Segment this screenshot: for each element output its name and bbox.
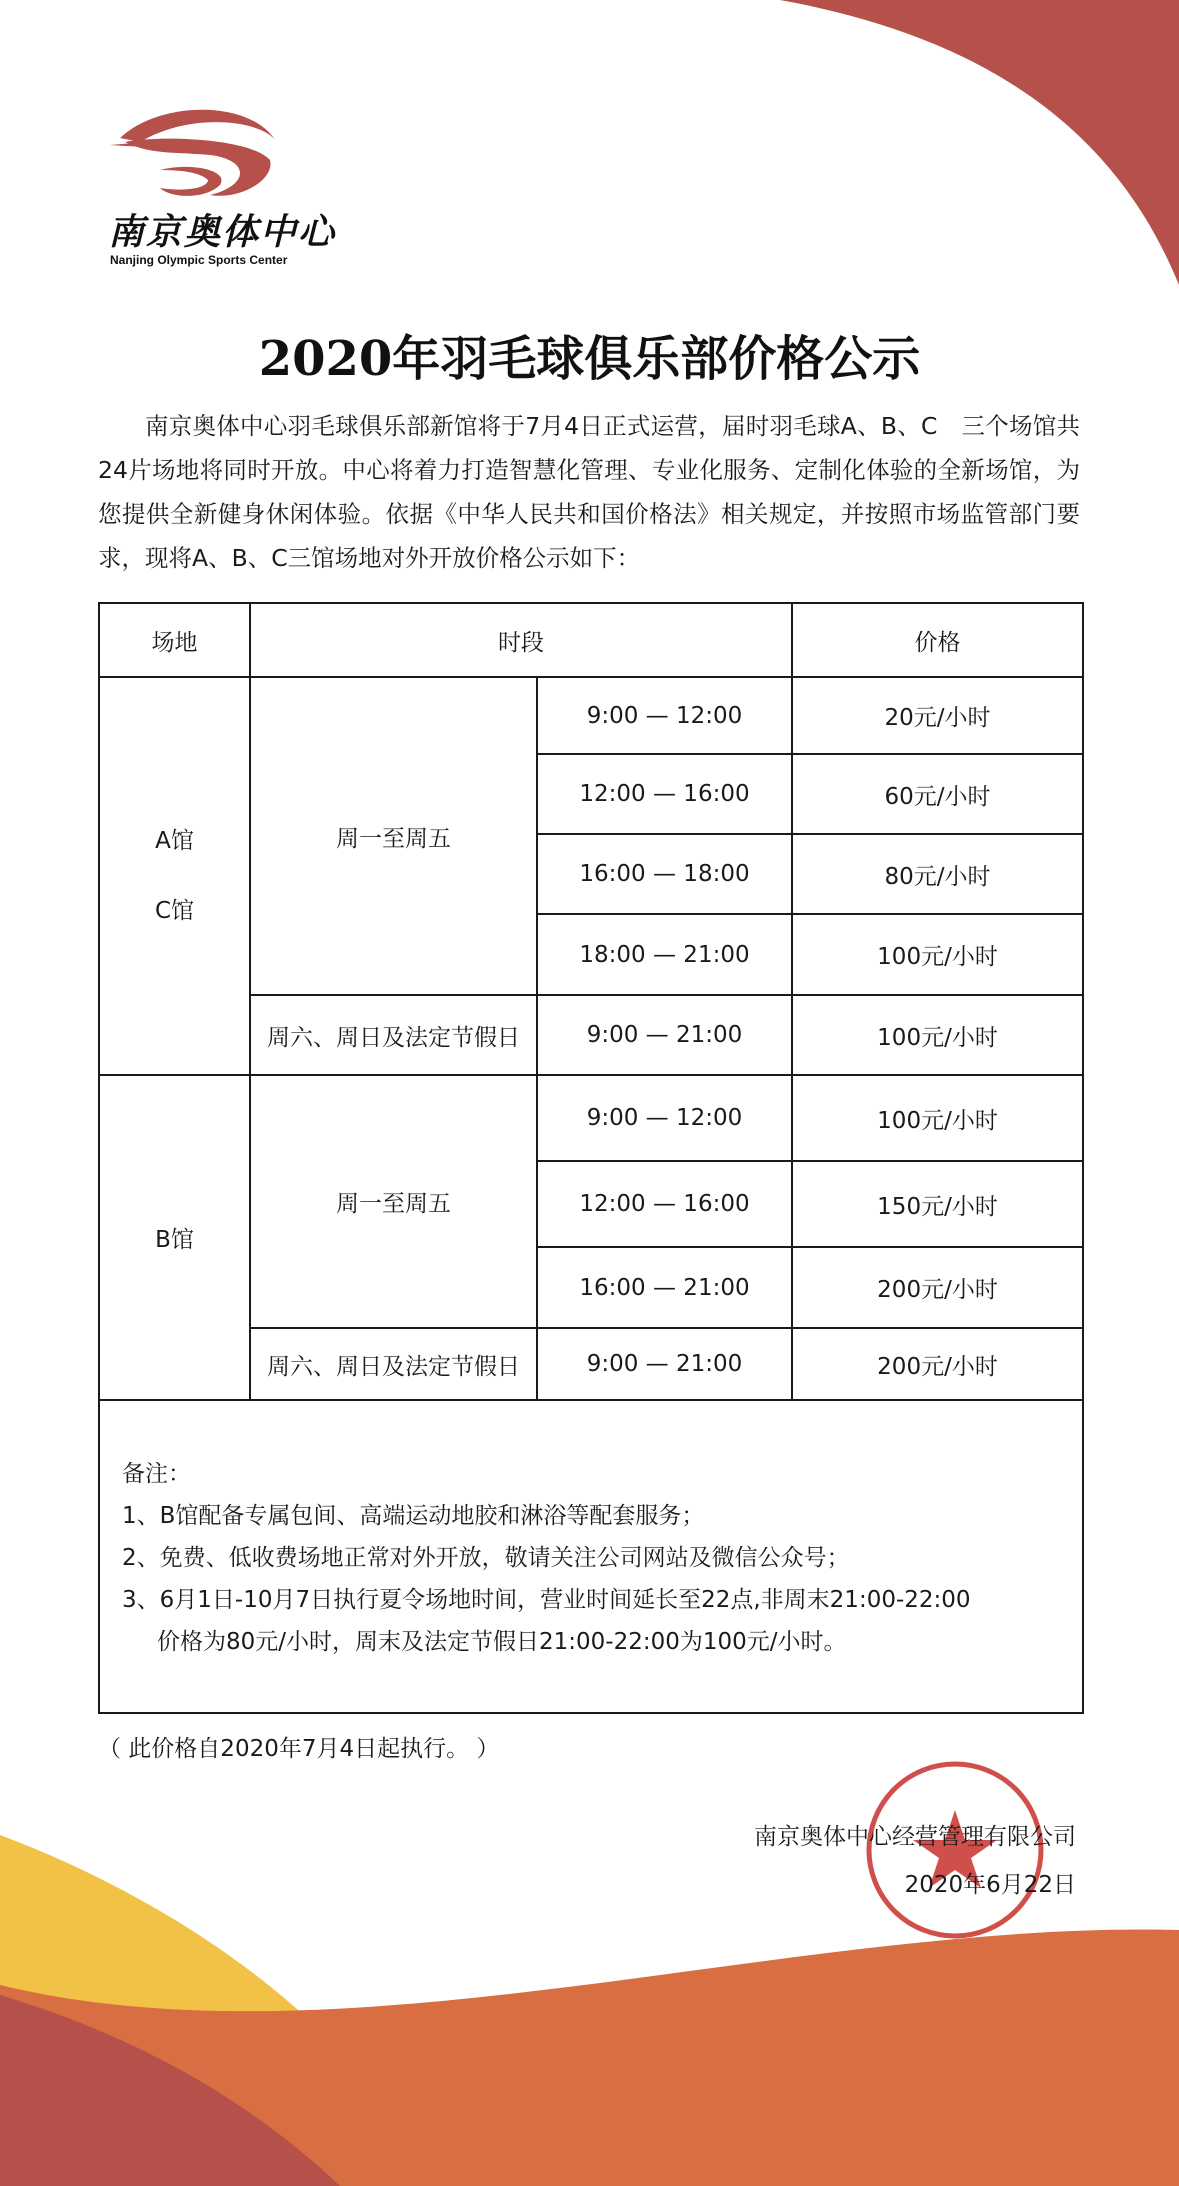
- time-cell: 9:00 — 12:00: [537, 1075, 792, 1161]
- time-cell: 18:00 — 21:00: [537, 914, 792, 995]
- price-cell: 100元/小时: [792, 995, 1083, 1075]
- page-title: 2020年羽毛球俱乐部价格公示: [258, 331, 921, 387]
- note-item-3: 3、6月1日-10月7日执行夏令场地时间，营业时间延长至22点,非周末21:00-22:00: [122, 1587, 971, 1613]
- ac-weekend-label: 周六、周日及法定节假日: [250, 995, 537, 1075]
- time-cell: 9:00 — 12:00: [537, 677, 792, 754]
- header-venue: 场地: [99, 603, 250, 677]
- time-cell: 16:00 — 18:00: [537, 834, 792, 914]
- notes-cell: [99, 1400, 1083, 1713]
- time-cell: 9:00 — 21:00: [537, 995, 792, 1075]
- logo-english-name: Nanjing Olympic Sports Center: [110, 253, 288, 267]
- header-price: 价格: [792, 603, 1083, 677]
- top-right-swoosh: [780, 0, 1179, 285]
- price-cell: 80元/小时: [792, 834, 1083, 914]
- logo-chinese-name: 南京奥体中心: [108, 211, 337, 253]
- price-cell: 150元/小时: [792, 1161, 1083, 1247]
- price-cell: 200元/小时: [792, 1247, 1083, 1328]
- price-table: [98, 602, 1084, 1714]
- header-period: 时段: [250, 603, 792, 677]
- time-cell: 12:00 — 16:00: [537, 1161, 792, 1247]
- table-header-row: [99, 603, 1083, 677]
- venue-b-cell: B馆: [99, 1075, 250, 1400]
- venue-a-label: A馆: [155, 828, 194, 854]
- intro-paragraph: 南京奥体中心羽毛球俱乐部新馆将于7月4日正式运营，届时羽毛球A、B、C 三个场馆共24片场地将同时开放。中心将着力打造智慧化管理、专业化服务、定制化体验的全新场馆，为您提供全新健身休闲体验。依据《中华人民共和国价格法》相关规定，并按照市场监管部门要求，现将A、B、C三馆场地对外开放价格公示如下：: [98, 412, 1080, 572]
- table-row: [99, 677, 1083, 754]
- price-cell: 60元/小时: [792, 754, 1083, 834]
- time-cell: 9:00 — 21:00: [537, 1328, 792, 1400]
- time-cell: 12:00 — 16:00: [537, 754, 792, 834]
- price-cell: 20元/小时: [792, 677, 1083, 754]
- company-signature: 南京奥体中心经营管理有限公司: [754, 1824, 1076, 1850]
- notes-heading: 备注：: [122, 1461, 191, 1487]
- notes-row: [99, 1400, 1083, 1713]
- signature-date: 2020年6月22日: [904, 1872, 1076, 1898]
- price-cell: 100元/小时: [792, 914, 1083, 995]
- ac-weekday-label: 周一至周五: [250, 677, 537, 995]
- effective-date-note: （ 此价格自2020年7月4日起执行。 ）: [98, 1736, 500, 1762]
- table-row: [99, 1075, 1083, 1161]
- price-cell: 200元/小时: [792, 1328, 1083, 1400]
- time-cell: 16:00 — 21:00: [537, 1247, 792, 1328]
- b-weekend-label: 周六、周日及法定节假日: [250, 1328, 537, 1400]
- note-item-2: 2、免费、低收费场地正常对外开放，敬请关注公司网站及微信公众号；: [122, 1545, 850, 1571]
- venue-c-label: C馆: [154, 898, 195, 924]
- b-weekday-label: 周一至周五: [250, 1075, 537, 1328]
- note-item-3-continued: 价格为80元/小时，周末及法定节假日21:00-22:00为100元/小时。: [157, 1629, 847, 1655]
- price-cell: 100元/小时: [792, 1075, 1083, 1161]
- venue-ac-cell: [99, 677, 250, 1075]
- note-item-1: 1、B馆配备专属包间、高端运动地胶和淋浴等配套服务；: [122, 1503, 705, 1529]
